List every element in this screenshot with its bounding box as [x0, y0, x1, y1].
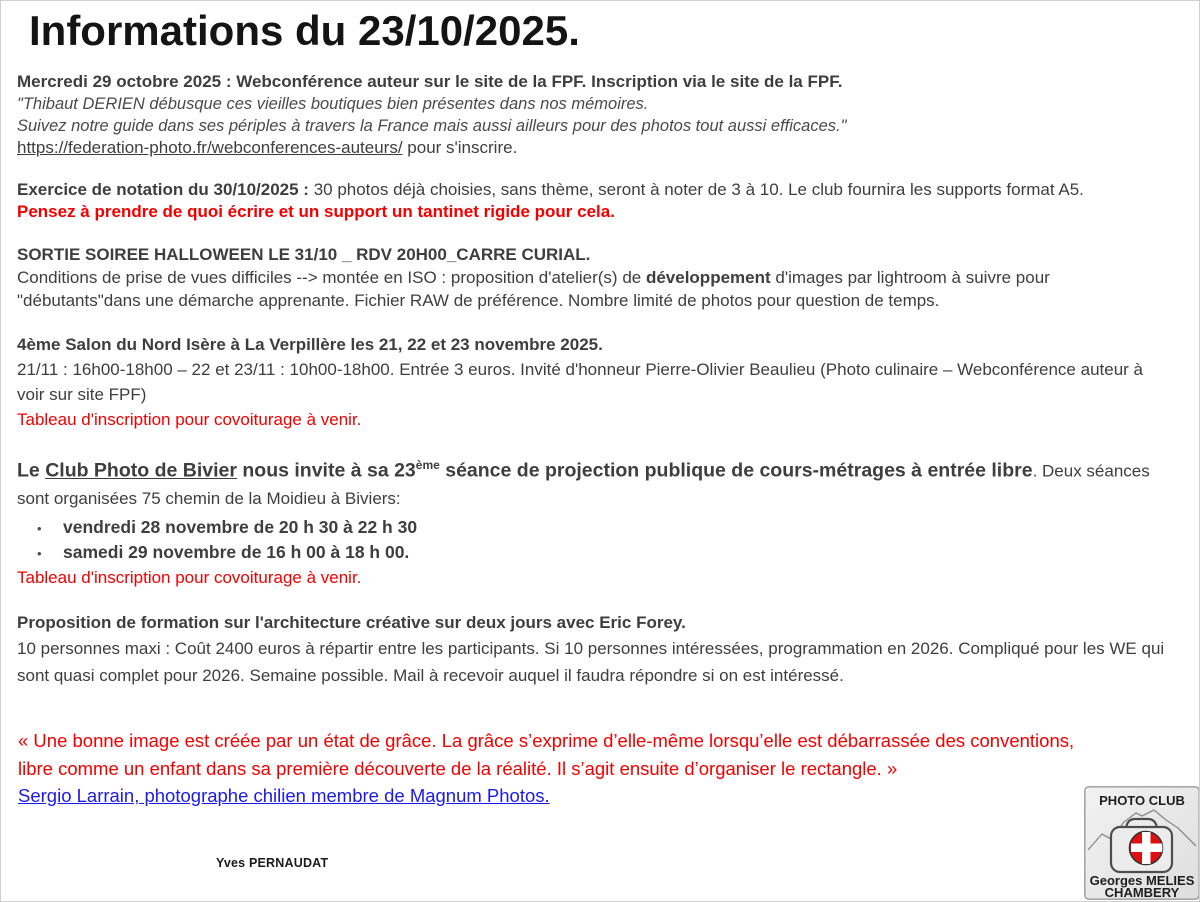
logo-city: CHAMBERY: [1104, 885, 1180, 900]
formation-heading: Proposition de formation sur l'architecture créative sur deux jours avec Eric Forey.: [17, 612, 686, 632]
salon-heading: 4ème Salon du Nord Isère à La Verpillère les 21, 22 et 23 novembre 2025.: [17, 335, 603, 354]
club-logo: [1084, 786, 1200, 900]
webconf-link-line: [17, 137, 1167, 159]
bivier-normal-tail: . Deux séances sont organisées 75 chemin de la Moidieu à Biviers:: [17, 461, 1150, 508]
bivier-heading: [17, 452, 1167, 512]
section-webconference: [17, 71, 1167, 159]
bivier-club-name: Club Photo de Bivier: [45, 459, 237, 482]
bivier-carpool-notice: Tableau d'inscription pour covoiturage à venir.: [17, 567, 362, 587]
webconf-registration-link[interactable]: https://federation-photo.fr/webconferences-auteurs/: [17, 138, 403, 157]
halloween-heading: SORTIE SOIREE HALLOWEEN LE 31/10 _ RDV 20H00_CARRE CURIAL.: [17, 245, 591, 264]
bivier-ordinal-suffix: ème: [415, 458, 440, 472]
webconf-quote-line1: "Thibaut DERIEN débusque ces vieilles boutiques bien présentes dans nos mémoires.: [17, 95, 649, 113]
bivier-mid: nous invite à sa 23: [236, 459, 416, 482]
webconf-link-suffix: pour s'inscrire.: [402, 138, 518, 157]
section-formation-architecture: [17, 610, 1167, 690]
section-halloween-outing: [17, 243, 1167, 312]
section-club-bivier: [17, 452, 1167, 590]
notation-warning: Pensez à prendre de quoi écrire et un support un tantinet rigide pour cela.: [17, 202, 615, 221]
signature-author: Yves PERNAUDAT: [216, 856, 329, 870]
notation-lead: Exercice de notation du 30/10/2025 :: [17, 180, 314, 199]
webconf-heading: Mercredi 29 octobre 2025 : Webconférence auteur sur le site de la FPF. Inscription via le site de la FPF.: [17, 72, 843, 91]
bivier-lead: Le: [17, 459, 46, 482]
page-title: Informations du 23/10/2025.: [29, 7, 580, 54]
quote-text: « Une bonne image est créée par un état de grâce. La grâce s’exprime d’elle-même lorsqu’elle est débarrassée des conventions, libre comme un enfant dans sa première découverte de la réalité. Il s’agit ensuite d’organiser le rectangle. »: [18, 730, 1075, 779]
notation-text: 30 photos déjà choisies, sans thème, seront à noter de 3 à 10. Le club fournira les supports format A5.: [313, 180, 1084, 199]
halloween-text-part1: Conditions de prise de vues difficiles --> montée en ISO : proposition d'atelier(s) de: [17, 268, 646, 287]
section-notation-exercise: [17, 179, 1167, 223]
section-salon-nord-isere: [17, 332, 1167, 432]
camera-icon: [1111, 819, 1172, 872]
bivier-tail: séance de projection publique de cours-métrages à entrée libre: [439, 459, 1033, 482]
salon-carpool-notice: Tableau d'inscription pour covoiturage à venir.: [17, 410, 362, 429]
halloween-text: [17, 266, 1167, 312]
salon-text: 21/11 : 16h00-18h00 – 22 et 23/11 : 10h00-18h00. Entrée 3 euros. Invité d'honneur Pierre-Olivier Beaulieu (Photo culinaire – Webconférence auteur à voir sur site FPF): [17, 360, 1143, 404]
document-content: [1, 1, 1199, 689]
formation-text: 10 personnes maxi : Coût 2400 euros à répartir entre les participants. Si 10 personnes intéressées, programmation en 2026. Compliqué pour les WE qui sont quasi complet pour 2026. Semaine possible. Mail à recevoir auquel il faudra répondre si on est intéressé.: [17, 639, 1165, 685]
list-item-session-saturday: • samedi 29 novembre de 16 h 00 à 18 h 00.: [63, 540, 1167, 565]
quote-block: [18, 727, 1093, 810]
notation-line: [17, 179, 1167, 201]
list-item-session-friday: • vendredi 28 novembre de 20 h 30 à 22 h 30: [63, 515, 1167, 540]
sergio-larrain-link[interactable]: Sergio Larrain, photographe chilien membre de Magnum Photos.: [18, 785, 550, 806]
logo-top-label: PHOTO CLUB: [1099, 793, 1185, 808]
bivier-session-list: [17, 515, 1167, 565]
halloween-text-part2: d'images par lightroom à suivre pour "débutants"dans une démarche apprenante. Fichier RAW de préférence. Nombre limité de photos pour question de temps.: [17, 268, 1050, 310]
webconf-quote-line2: Suivez notre guide dans ses périples à travers la France mais aussi ailleurs pour des photos tout aussi efficaces.": [17, 117, 847, 135]
logo-club-name: Georges MELIES: [1089, 873, 1195, 888]
halloween-bold-word: développement: [645, 268, 771, 287]
